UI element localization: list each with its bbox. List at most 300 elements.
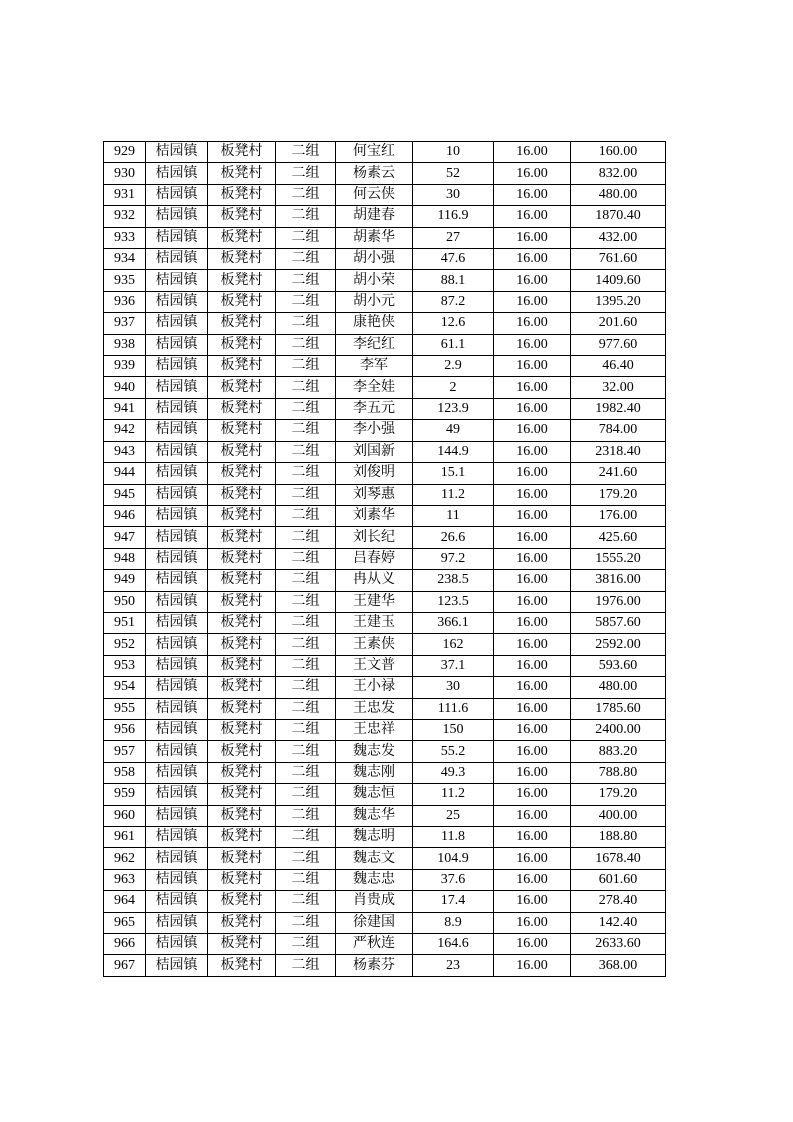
table-cell: 278.40	[571, 891, 666, 912]
table-cell: 1870.40	[571, 206, 666, 227]
table-cell: 16.00	[494, 227, 571, 248]
table-cell: 二组	[276, 249, 336, 270]
table-row	[104, 206, 666, 227]
table-cell: 16.00	[494, 206, 571, 227]
table-cell: 953	[104, 655, 146, 676]
table-cell: 吕春婷	[336, 548, 413, 569]
table-cell: 二组	[276, 719, 336, 740]
table-cell: 144.9	[413, 441, 494, 462]
table-cell: 二组	[276, 463, 336, 484]
table-cell: 桔园镇	[146, 334, 208, 355]
payment-table	[103, 141, 666, 977]
table-cell: 12.6	[413, 313, 494, 334]
table-cell: 王忠发	[336, 698, 413, 719]
table-row	[104, 249, 666, 270]
table-cell: 胡素华	[336, 227, 413, 248]
table-cell: 桔园镇	[146, 227, 208, 248]
table-cell: 二组	[276, 420, 336, 441]
table-cell: 桔园镇	[146, 805, 208, 826]
table-cell: 二组	[276, 934, 336, 955]
table-cell: 432.00	[571, 227, 666, 248]
table-cell: 959	[104, 784, 146, 805]
table-cell: 49	[413, 420, 494, 441]
table-cell: 37.1	[413, 655, 494, 676]
table-cell: 二组	[276, 612, 336, 633]
table-cell: 二组	[276, 869, 336, 890]
table-cell: 桔园镇	[146, 184, 208, 205]
table-cell: 938	[104, 334, 146, 355]
table-cell: 2633.60	[571, 934, 666, 955]
table-row	[104, 677, 666, 698]
table-cell: 严秋连	[336, 934, 413, 955]
table-row	[104, 420, 666, 441]
table-cell: 784.00	[571, 420, 666, 441]
table-cell: 桔园镇	[146, 912, 208, 933]
table-cell: 桔园镇	[146, 377, 208, 398]
table-row	[104, 377, 666, 398]
table-cell: 179.20	[571, 784, 666, 805]
table-cell: 1785.60	[571, 698, 666, 719]
table-cell: 954	[104, 677, 146, 698]
table-row	[104, 548, 666, 569]
table-cell: 板凳村	[208, 142, 276, 163]
table-cell: 桔园镇	[146, 441, 208, 462]
table-cell: 杨素芬	[336, 955, 413, 977]
table-row	[104, 698, 666, 719]
table-cell: 932	[104, 206, 146, 227]
table-cell: 二组	[276, 398, 336, 419]
table-cell: 二组	[276, 505, 336, 526]
table-cell: 188.80	[571, 827, 666, 848]
table-cell: 2592.00	[571, 634, 666, 655]
table-row	[104, 505, 666, 526]
table-cell: 957	[104, 741, 146, 762]
table-cell: 板凳村	[208, 484, 276, 505]
table-cell: 931	[104, 184, 146, 205]
table-cell: 二组	[276, 784, 336, 805]
table-cell: 1976.00	[571, 591, 666, 612]
table-row	[104, 612, 666, 633]
table-cell: 魏志恒	[336, 784, 413, 805]
table-cell: 王忠祥	[336, 719, 413, 740]
table-cell: 16.00	[494, 591, 571, 612]
table-cell: 963	[104, 869, 146, 890]
table-cell: 977.60	[571, 334, 666, 355]
table-cell: 16.00	[494, 784, 571, 805]
table-cell: 937	[104, 313, 146, 334]
table-row	[104, 719, 666, 740]
table-cell: 康艳侠	[336, 313, 413, 334]
table-cell: 88.1	[413, 270, 494, 291]
table-cell: 241.60	[571, 463, 666, 484]
table-cell: 55.2	[413, 741, 494, 762]
table-cell: 桔园镇	[146, 420, 208, 441]
table-cell: 板凳村	[208, 313, 276, 334]
table-cell: 368.00	[571, 955, 666, 977]
table-cell: 16.00	[494, 334, 571, 355]
table-cell: 二组	[276, 827, 336, 848]
table-cell: 板凳村	[208, 677, 276, 698]
table-cell: 板凳村	[208, 741, 276, 762]
table-body	[104, 142, 666, 977]
table-cell: 板凳村	[208, 377, 276, 398]
table-cell: 16.00	[494, 184, 571, 205]
table-cell: 16.00	[494, 612, 571, 633]
table-row	[104, 142, 666, 163]
table-cell: 二组	[276, 206, 336, 227]
table-cell: 123.5	[413, 591, 494, 612]
table-cell: 164.6	[413, 934, 494, 955]
table-cell: 板凳村	[208, 784, 276, 805]
table-cell: 16.00	[494, 163, 571, 184]
table-cell: 601.60	[571, 869, 666, 890]
table-cell: 16.00	[494, 698, 571, 719]
table-cell: 176.00	[571, 505, 666, 526]
table-cell: 魏志明	[336, 827, 413, 848]
table-cell: 952	[104, 634, 146, 655]
table-cell: 二组	[276, 313, 336, 334]
table-cell: 2.9	[413, 356, 494, 377]
table-cell: 何宝红	[336, 142, 413, 163]
table-cell: 魏志华	[336, 805, 413, 826]
table-cell: 1395.20	[571, 291, 666, 312]
table-cell: 刘素华	[336, 505, 413, 526]
table-cell: 二组	[276, 741, 336, 762]
table-cell: 16.00	[494, 249, 571, 270]
table-cell: 142.40	[571, 912, 666, 933]
table-cell: 桔园镇	[146, 356, 208, 377]
table-cell: 16.00	[494, 441, 571, 462]
table-cell: 956	[104, 719, 146, 740]
table-cell: 二组	[276, 891, 336, 912]
table-cell: 11.8	[413, 827, 494, 848]
table-cell: 10	[413, 142, 494, 163]
table-cell: 二组	[276, 634, 336, 655]
table-cell: 二组	[276, 848, 336, 869]
table-cell: 15.1	[413, 463, 494, 484]
table-row	[104, 227, 666, 248]
table-cell: 111.6	[413, 698, 494, 719]
table-cell: 桔园镇	[146, 398, 208, 419]
table-row	[104, 934, 666, 955]
table-row	[104, 784, 666, 805]
table-cell: 593.60	[571, 655, 666, 676]
table-cell: 桔园镇	[146, 249, 208, 270]
table-cell: 桔园镇	[146, 527, 208, 548]
table-cell: 二组	[276, 548, 336, 569]
table-cell: 930	[104, 163, 146, 184]
table-cell: 桔园镇	[146, 784, 208, 805]
table-cell: 杨素云	[336, 163, 413, 184]
table-cell: 16.00	[494, 891, 571, 912]
table-cell: 板凳村	[208, 356, 276, 377]
table-cell: 二组	[276, 484, 336, 505]
table-row	[104, 184, 666, 205]
table-cell: 150	[413, 719, 494, 740]
table-cell: 5857.60	[571, 612, 666, 633]
table-cell: 二组	[276, 291, 336, 312]
table-cell: 板凳村	[208, 527, 276, 548]
table-cell: 955	[104, 698, 146, 719]
table-cell: 魏志刚	[336, 762, 413, 783]
table-row	[104, 313, 666, 334]
table-cell: 8.9	[413, 912, 494, 933]
table-row	[104, 398, 666, 419]
table-row	[104, 762, 666, 783]
table-cell: 934	[104, 249, 146, 270]
table-cell: 480.00	[571, 677, 666, 698]
table-cell: 939	[104, 356, 146, 377]
table-cell: 27	[413, 227, 494, 248]
table-row	[104, 291, 666, 312]
table-cell: 二组	[276, 184, 336, 205]
table-cell: 板凳村	[208, 184, 276, 205]
table-cell: 16.00	[494, 548, 571, 569]
table-cell: 二组	[276, 334, 336, 355]
table-cell: 胡小荣	[336, 270, 413, 291]
table-cell: 37.6	[413, 869, 494, 890]
table-cell: 16.00	[494, 741, 571, 762]
table-cell: 16.00	[494, 377, 571, 398]
table-cell: 板凳村	[208, 848, 276, 869]
table-cell: 板凳村	[208, 570, 276, 591]
table-cell: 949	[104, 570, 146, 591]
table-cell: 板凳村	[208, 163, 276, 184]
table-cell: 87.2	[413, 291, 494, 312]
table-row	[104, 334, 666, 355]
table-cell: 16.00	[494, 356, 571, 377]
table-cell: 11.2	[413, 784, 494, 805]
table-cell: 桔园镇	[146, 484, 208, 505]
table-cell: 二组	[276, 142, 336, 163]
table-cell: 刘琴惠	[336, 484, 413, 505]
table-cell: 123.9	[413, 398, 494, 419]
table-cell: 板凳村	[208, 206, 276, 227]
table-cell: 943	[104, 441, 146, 462]
table-cell: 160.00	[571, 142, 666, 163]
table-cell: 929	[104, 142, 146, 163]
table-cell: 桔园镇	[146, 505, 208, 526]
table-cell: 16.00	[494, 527, 571, 548]
table-cell: 桔园镇	[146, 762, 208, 783]
table-cell: 何云侠	[336, 184, 413, 205]
table-cell: 二组	[276, 762, 336, 783]
table-cell: 王建玉	[336, 612, 413, 633]
table-cell: 49.3	[413, 762, 494, 783]
table-cell: 480.00	[571, 184, 666, 205]
table-cell: 788.80	[571, 762, 666, 783]
table-cell: 二组	[276, 441, 336, 462]
table-cell: 944	[104, 463, 146, 484]
table-cell: 940	[104, 377, 146, 398]
table-cell: 板凳村	[208, 398, 276, 419]
table-row	[104, 655, 666, 676]
table-row	[104, 527, 666, 548]
table-cell: 97.2	[413, 548, 494, 569]
table-cell: 16.00	[494, 420, 571, 441]
table-cell: 王素侠	[336, 634, 413, 655]
table-cell: 16.00	[494, 291, 571, 312]
table-cell: 948	[104, 548, 146, 569]
table-cell: 179.20	[571, 484, 666, 505]
table-cell: 16.00	[494, 484, 571, 505]
table-cell: 941	[104, 398, 146, 419]
table-cell: 25	[413, 805, 494, 826]
table-cell: 16.00	[494, 655, 571, 676]
table-cell: 二组	[276, 805, 336, 826]
table-cell: 板凳村	[208, 270, 276, 291]
table-cell: 桔园镇	[146, 142, 208, 163]
table-cell: 965	[104, 912, 146, 933]
table-cell: 16.00	[494, 142, 571, 163]
table-cell: 16.00	[494, 955, 571, 977]
table-cell: 883.20	[571, 741, 666, 762]
table-cell: 桔园镇	[146, 655, 208, 676]
table-cell: 王文普	[336, 655, 413, 676]
table-row	[104, 270, 666, 291]
table-cell: 桔园镇	[146, 891, 208, 912]
table-cell: 二组	[276, 356, 336, 377]
table-cell: 962	[104, 848, 146, 869]
table-cell: 板凳村	[208, 612, 276, 633]
table-cell: 桔园镇	[146, 463, 208, 484]
table-cell: 162	[413, 634, 494, 655]
table-cell: 2400.00	[571, 719, 666, 740]
table-cell: 960	[104, 805, 146, 826]
table-cell: 王建华	[336, 591, 413, 612]
table-row	[104, 163, 666, 184]
table-cell: 61.1	[413, 334, 494, 355]
table-cell: 桔园镇	[146, 848, 208, 869]
table-cell: 11	[413, 505, 494, 526]
table-cell: 16.00	[494, 912, 571, 933]
table-cell: 104.9	[413, 848, 494, 869]
table-cell: 板凳村	[208, 698, 276, 719]
table-cell: 958	[104, 762, 146, 783]
table-cell: 1982.40	[571, 398, 666, 419]
table-cell: 16.00	[494, 463, 571, 484]
table-cell: 966	[104, 934, 146, 955]
table-cell: 16.00	[494, 270, 571, 291]
table-cell: 肖贵成	[336, 891, 413, 912]
table-cell: 桔园镇	[146, 869, 208, 890]
table-cell: 16.00	[494, 719, 571, 740]
table-cell: 板凳村	[208, 591, 276, 612]
table-cell: 魏志文	[336, 848, 413, 869]
table-cell: 冉从义	[336, 570, 413, 591]
table-cell: 964	[104, 891, 146, 912]
table-cell: 936	[104, 291, 146, 312]
table-cell: 761.60	[571, 249, 666, 270]
table-cell: 徐建国	[336, 912, 413, 933]
table-cell: 王小禄	[336, 677, 413, 698]
table-cell: 刘俊明	[336, 463, 413, 484]
table-cell: 刘长纪	[336, 527, 413, 548]
table-cell: 945	[104, 484, 146, 505]
table-cell: 桔园镇	[146, 955, 208, 977]
table-cell: 板凳村	[208, 334, 276, 355]
table-cell: 板凳村	[208, 249, 276, 270]
table-cell: 二组	[276, 227, 336, 248]
table-cell: 23	[413, 955, 494, 977]
table-cell: 桔园镇	[146, 270, 208, 291]
table-cell: 201.60	[571, 313, 666, 334]
table-cell: 桔园镇	[146, 677, 208, 698]
table-cell: 947	[104, 527, 146, 548]
table-cell: 桔园镇	[146, 291, 208, 312]
table-cell: 366.1	[413, 612, 494, 633]
table-cell: 17.4	[413, 891, 494, 912]
table-cell: 胡小元	[336, 291, 413, 312]
table-cell: 二组	[276, 955, 336, 977]
table-cell: 桔园镇	[146, 548, 208, 569]
table-cell: 二组	[276, 570, 336, 591]
table-row	[104, 634, 666, 655]
table-cell: 胡小强	[336, 249, 413, 270]
table-cell: 11.2	[413, 484, 494, 505]
table-cell: 16.00	[494, 762, 571, 783]
table-cell: 桔园镇	[146, 206, 208, 227]
table-row	[104, 955, 666, 977]
table-cell: 板凳村	[208, 441, 276, 462]
table-cell: 桔园镇	[146, 934, 208, 955]
table-cell: 二组	[276, 677, 336, 698]
table-cell: 30	[413, 677, 494, 698]
table-cell: 板凳村	[208, 463, 276, 484]
table-cell: 李全娃	[336, 377, 413, 398]
table-cell: 16.00	[494, 848, 571, 869]
table-cell: 26.6	[413, 527, 494, 548]
table-cell: 二组	[276, 527, 336, 548]
table-cell: 板凳村	[208, 420, 276, 441]
table-cell: 961	[104, 827, 146, 848]
table-cell: 板凳村	[208, 762, 276, 783]
table-cell: 946	[104, 505, 146, 526]
table-cell: 16.00	[494, 827, 571, 848]
table-cell: 板凳村	[208, 655, 276, 676]
table-row	[104, 805, 666, 826]
table-row	[104, 827, 666, 848]
table-cell: 30	[413, 184, 494, 205]
table-cell: 桔园镇	[146, 591, 208, 612]
table-cell: 二组	[276, 655, 336, 676]
table-row	[104, 591, 666, 612]
table-cell: 李军	[336, 356, 413, 377]
table-cell: 1678.40	[571, 848, 666, 869]
table-row	[104, 463, 666, 484]
table-cell: 832.00	[571, 163, 666, 184]
table-cell: 刘国新	[336, 441, 413, 462]
table-cell: 二组	[276, 912, 336, 933]
table-row	[104, 891, 666, 912]
table-cell: 16.00	[494, 869, 571, 890]
table-cell: 板凳村	[208, 548, 276, 569]
table-cell: 16.00	[494, 805, 571, 826]
table-cell: 16.00	[494, 934, 571, 955]
table-cell: 板凳村	[208, 912, 276, 933]
table-cell: 1409.60	[571, 270, 666, 291]
table-cell: 3816.00	[571, 570, 666, 591]
table-cell: 933	[104, 227, 146, 248]
table-cell: 46.40	[571, 356, 666, 377]
table-cell: 1555.20	[571, 548, 666, 569]
table-cell: 16.00	[494, 570, 571, 591]
table-cell: 二组	[276, 270, 336, 291]
table-row	[104, 848, 666, 869]
table-cell: 板凳村	[208, 827, 276, 848]
table-cell: 桔园镇	[146, 612, 208, 633]
table-cell: 桔园镇	[146, 313, 208, 334]
